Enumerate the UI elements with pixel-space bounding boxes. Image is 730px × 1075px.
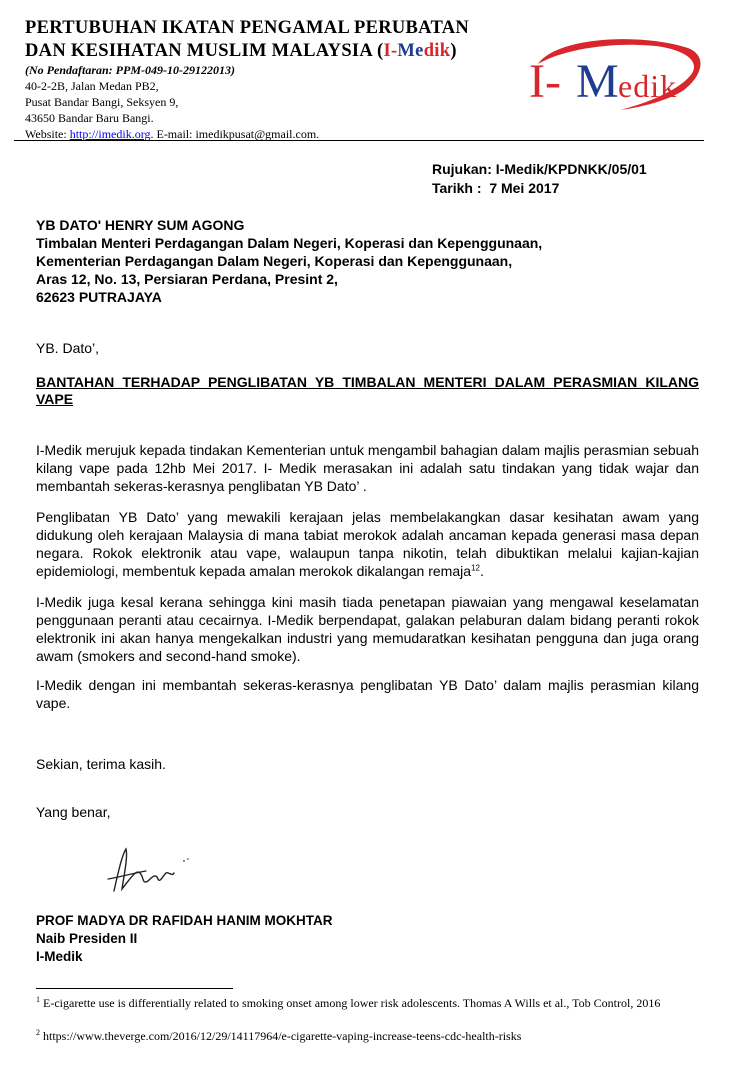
organization-name [25, 17, 469, 63]
footnote-number: 2 [36, 1028, 40, 1037]
body-paragraph-2: Penglibatan YB Dato’ yang mewakili kerajaan jelas membelakangkan dasar kesihatan awam yang didukung oleh kerajaan Malaysia di mana tabiat merokok adalah ancaman kepada generasi masa depan negara. Rokok elektronik atau vape, walaupun tanpa nikotin, telah dibuktikan melalui kajian-kajian epidemiologi, membentuk kepada amalan merokok dikalangan remaja$^{12}$. [36, 509, 699, 579]
body-paragraph-4: I-Medik dengan ini membantah sekeras-kerasnya penglibatan YB Dato’ dalam majlis perasmian kilang vape. [36, 677, 699, 711]
address-line: 43650 Bandar Baru Bangi. [25, 111, 154, 125]
logo-text-edik: edik [618, 68, 678, 104]
recipient-line: Aras 12, No. 13, Persiaran Perdana, Presint 2, [36, 271, 338, 287]
address-line: 40-2-2B, Jalan Medan PB2, [25, 79, 159, 93]
address-block [25, 78, 319, 142]
salutation: YB. Dato’, [36, 340, 100, 356]
footnote-2: $^2$ https://www.theverge.com/2016/12/29/14117964/e-cigarette-vaping-increase-teens-cdc-health-risks [36, 1028, 522, 1043]
footnote-number: 1 [36, 995, 40, 1004]
brand-dik: dik [423, 41, 451, 61]
handwritten-signature [100, 843, 195, 903]
recipient-line: Kementerian Perdagangan Dalam Negeri, Koperasi dan Kepenggunaan, [36, 253, 513, 269]
logo-text-i: I- [529, 55, 561, 108]
recipient-address [36, 216, 542, 306]
letter-date: 7 Mei 2017 [489, 180, 560, 196]
date-line: Tarikh : 7 Mei 2017 [432, 180, 560, 196]
reference-number: I-Medik/KPDNKK/05/01 [495, 161, 647, 177]
address-line: Pusat Bandar Bangi, Seksyen 9, [25, 95, 179, 109]
letter-subject: BANTAHAN TERHADAP PENGLIBATAN YB TIMBALAN MENTERI DALAM PERASMIAN KILANG VAPE [36, 374, 699, 407]
contact-line: Website: http://imedik.org. E-mail: imedikpusat@gmail.com. [25, 127, 320, 141]
recipient-line: 62623 PUTRAJAYA [36, 289, 162, 305]
closing-thanks: Sekian, terima kasih. [36, 756, 166, 772]
logo-text-m: M [576, 55, 619, 108]
website-link[interactable]: http://imedik.org [69, 127, 151, 141]
footnote-1: $^1$ E-cigarette use is differentially related to smoking onset among lower risk adolescents. Thomas A Wills et al., Tob Control, 2016 [36, 995, 661, 1010]
organization-name-line-1: PERTUBUHAN IKATAN PENGAMAL PERUBATAN [25, 18, 470, 38]
letterhead-divider [14, 140, 704, 141]
signer-title: Naib Presiden II [36, 931, 138, 946]
signer-organization: I-Medik [36, 949, 83, 964]
registration-number: (No Pendaftaran: PPM-049-10-29122013) [25, 63, 235, 77]
footnote-ref: 12 [471, 563, 480, 573]
footnote-divider [36, 988, 233, 989]
organization-name-line-2: DAN KESIHATAN MUSLIM MALAYSIA (I-Medik) [25, 41, 457, 61]
signer-block [36, 912, 333, 966]
email-text: . E-mail: imedikpusat@gmail.com. [150, 127, 320, 141]
imedik-logo [526, 34, 706, 114]
reference-block [432, 160, 647, 198]
signer-name: PROF MADYA DR RAFIDAH HANIM MOKHTAR [36, 913, 333, 928]
closing-yours: Yang benar, [36, 804, 111, 820]
recipient-name: YB DATO' HENRY SUM AGONG [36, 217, 245, 233]
body-paragraph-1: I-Medik merujuk kepada tindakan Kementerian untuk mengambil bahagian dalam majlis perasmian sebuah kilang vape pada 12hb Mei 2017. I- Medik merasakan ini adalah satu tindakan yang tidak wajar dan membantah sekeras-kerasnya penglibatan YB Dato’ . [36, 442, 699, 494]
brand-i: I- [383, 41, 398, 61]
body-paragraph-3: I-Medik juga kesal kerana sehingga kini masih tiada penetapan piawaian yang mengawal keselamatan penggunaan peranti atau cecairnya. I-Medik berpendapat, galakan pelaburan dalam bidang peranti rokok elektronik ini akan hanya mengekalkan industri yang memudaratkan kesihatan pengguna dan juga orang awam (smokers and second-hand smoke). [36, 594, 699, 664]
brand-me: Me [397, 41, 424, 61]
recipient-line: Timbalan Menteri Perdagangan Dalam Negeri, Koperasi dan Kepenggunaan, [36, 235, 543, 251]
reference-line: Rujukan: I-Medik/KPDNKK/05/01 [432, 161, 647, 177]
